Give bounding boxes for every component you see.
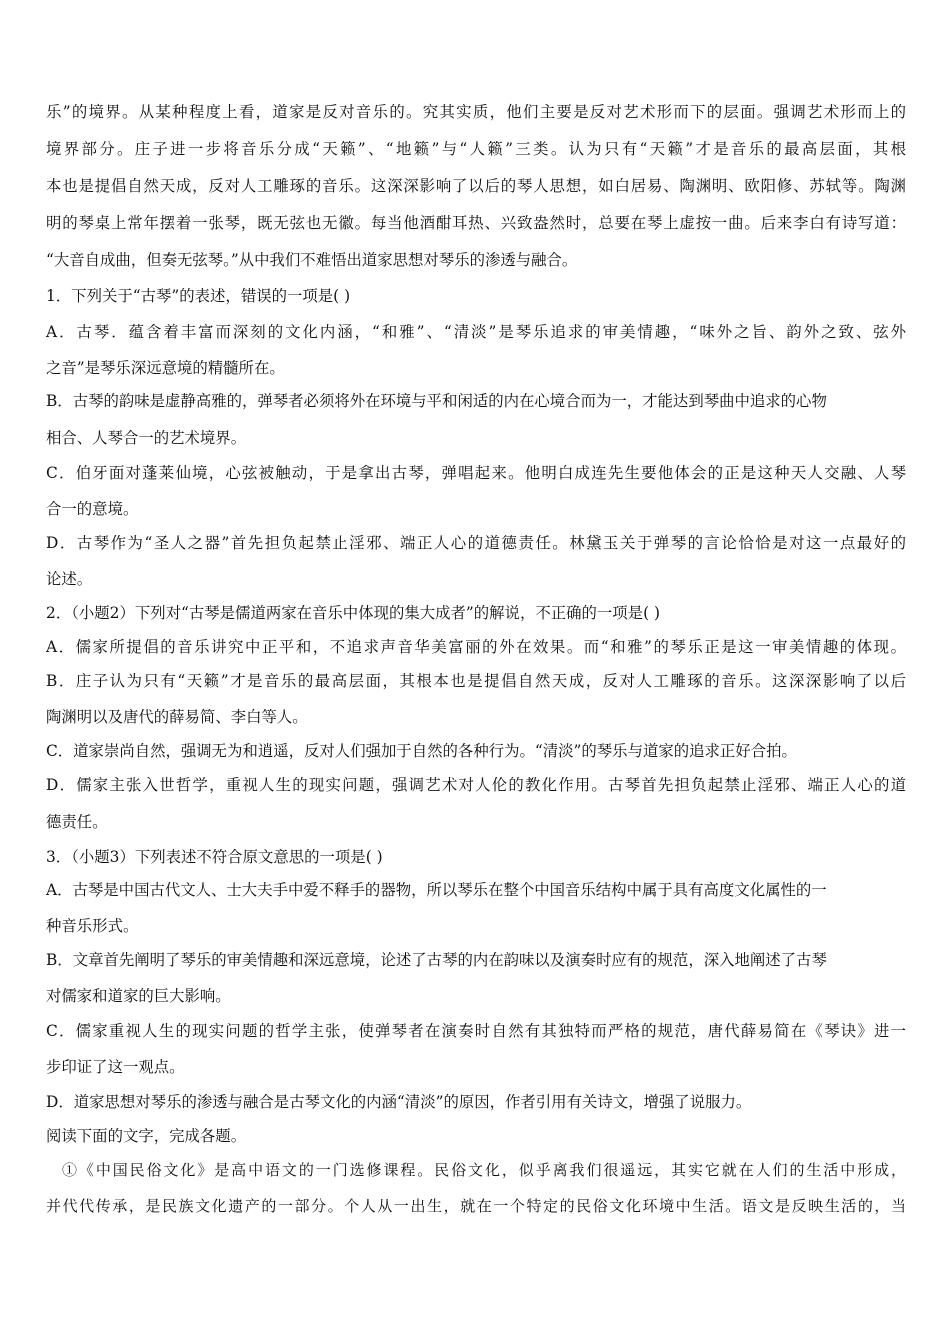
- q1-option-a: A．古琴．蕴含着丰富而深刻的文化内涵，“和雅”、“清淡”是琴乐追求的审美情趣，“味外之旨、韵外之致、弦外: [46, 323, 906, 341]
- q2-option-b-cont: 陶渊明以及唐代的薛易简、李白等人。: [46, 708, 308, 726]
- question-1-title: 1．下列关于“古琴”的表述，错误的一项是( ): [46, 287, 351, 305]
- q2-option-d-cont: 德责任。: [46, 813, 108, 831]
- q2-option-b: B．庄子认为只有“天籁”才是音乐的最高层面，其根本也是提倡自然天成，反对人工雕琢的音乐。这深深影响了以后: [46, 672, 906, 690]
- text-line: “大音自成曲，但奏无弦琴。”从中我们不难悟出道家思想对琴乐的渗透与融合。: [46, 251, 578, 269]
- q3-option-a: A．古琴是中国古代文人、士大夫手中爱不释手的器物，所以琴乐在整个中国音乐结构中属于具有高度文化属性的一: [46, 881, 827, 899]
- text-line: 境界部分。庄子进一步将音乐分成“天籁”、“地籁”与“人籁”三类。认为只有“天籁”才是音乐的最高层面，其根: [46, 140, 906, 158]
- q1-option-b: B．古琴的韵味是虚静高雅的，弹琴者必须将外在环境与平和闲适的内在心境合而为一，才能达到琴曲中追求的心物: [46, 392, 827, 410]
- q3-option-a-cont: 种音乐形式。: [46, 917, 139, 935]
- q3-option-c-cont: 步印证了这一观点。: [46, 1058, 185, 1076]
- q3-option-d: D．道家思想对琴乐的渗透与融合是古琴文化的内涵“清淡”的原因，作者引用有关诗文，增强了说服力。: [46, 1093, 752, 1111]
- q1-option-a-cont: 之音”是琴乐深远意境的精髓所在。: [46, 359, 285, 377]
- reading-instruction: 阅读下面的文字，完成各题。: [46, 1127, 247, 1145]
- passage-paragraph-1: ①《中国民俗文化》是高中语文的一门选修课程。民俗文化，似乎离我们很遥远，其实它就在人们的生活中形成，: [62, 1161, 906, 1179]
- q3-option-c: C．儒家重视人生的现实问题的哲学主张，使弹琴者在演奏时自然有其独特而严格的规范，唐代薛易简在《琴诀》进一: [46, 1022, 906, 1040]
- text-line: 明的琴桌上常年摆着一张琴，既无弦也无徽。每当他酒酣耳热、兴致盎然时，总要在琴上虚按一曲。后来李白有诗写道：: [46, 214, 906, 232]
- q1-option-d: D．古琴作为“圣人之器”首先担负起禁止淫邪、端正人心的道德责任。林黛玉关于弹琴的言论恰恰是对这一点最好的: [46, 534, 906, 552]
- q3-option-b-cont: 对儒家和道家的巨大影响。: [46, 987, 231, 1005]
- question-2-title: 2．（小题2）下列对“古琴是儒道两家在音乐中体现的集大成者”的解说，不正确的一项是( ): [46, 604, 660, 622]
- question-3-title: 3．（小题3）下列表述不符合原文意思的一项是( ): [46, 848, 383, 866]
- passage-paragraph-1-cont: 并代代传承，是民族文化遗产的一部分。个人从一出生，就在一个特定的民俗文化环境中生活。语文是反映生活的，当: [46, 1197, 906, 1215]
- q1-option-d-cont: 论述。: [46, 570, 93, 588]
- text-line: 本也是提倡自然天成，反对人工雕琢的音乐。这深深影响了以后的琴人思想，如白居易、陶渊明、欧阳修、苏轼等。陶渊: [46, 177, 906, 195]
- q2-option-d: D．儒家主张入世哲学，重视人生的现实问题，强调艺术对人伦的教化作用。古琴首先担负起禁止淫邪、端正人心的道: [46, 776, 906, 794]
- q1-option-c: C．伯牙面对蓬莱仙境，心弦被触动，于是拿出古琴，弹唱起来。他明白成连先生要他体会的正是这种天人交融、人琴: [46, 464, 906, 482]
- q2-option-a: A．儒家所提倡的音乐讲究中正平和，不追求声音华美富丽的外在效果。而“和雅”的琴乐正是这一审美情趣的体现。: [46, 638, 906, 656]
- text-line: 乐”的境界。从某种程度上看，道家是反对音乐的。究其实质，他们主要是反对艺术形而下的层面。强调艺术形而上的: [46, 103, 906, 121]
- q1-option-c-cont: 合一的意境。: [46, 500, 139, 518]
- q2-option-c: C．道家崇尚自然，强调无为和逍遥，反对人们强加于自然的各种行为。“清淡”的琴乐与道家的追求正好合拍。: [46, 742, 797, 760]
- q1-option-b-cont: 相合、人琴合一的艺术境界。: [46, 429, 247, 447]
- q3-option-b: B．文章首先阐明了琴乐的审美情趣和深远意境，论述了古琴的内在韵味以及演奏时应有的规范，深入地阐述了古琴: [46, 951, 827, 969]
